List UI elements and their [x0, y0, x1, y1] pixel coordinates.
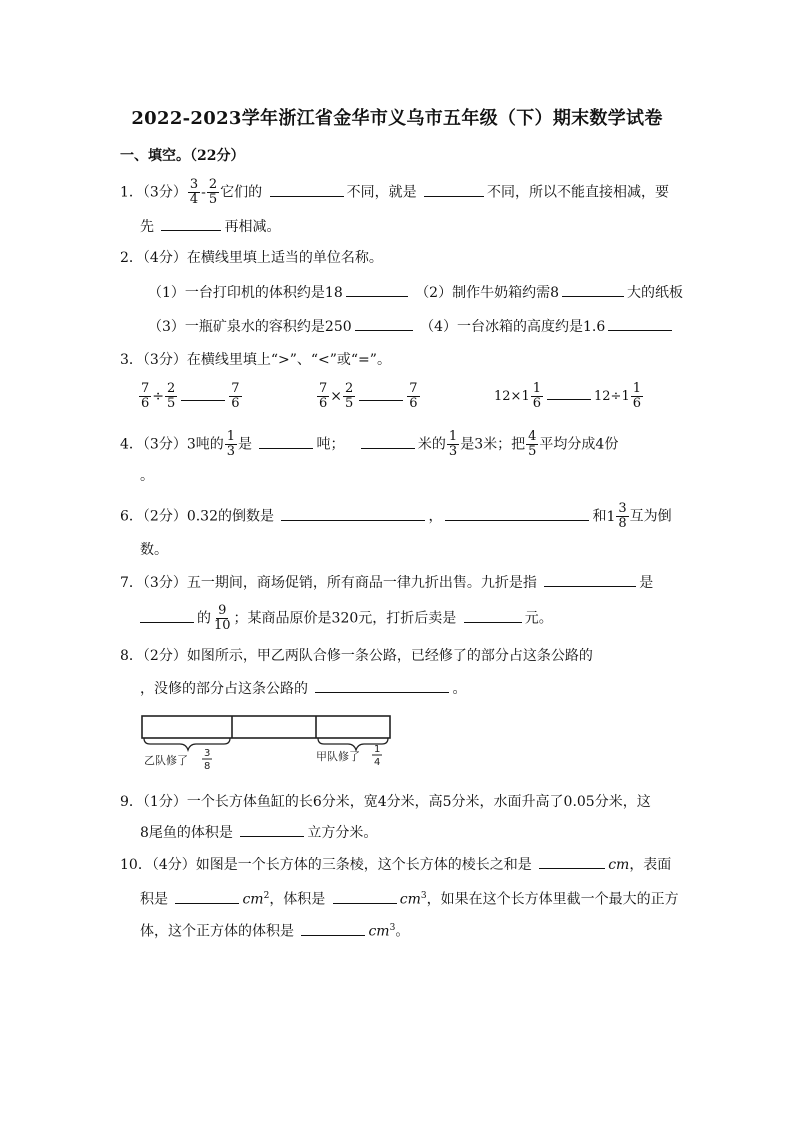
fraction	[139, 382, 151, 411]
answer-blank[interactable]	[445, 506, 589, 521]
denominator: 5	[528, 444, 537, 459]
question-7	[120, 572, 653, 593]
q4-text: 米的	[417, 436, 446, 453]
answer-blank[interactable]	[181, 386, 225, 401]
fraction	[188, 178, 200, 207]
denominator: 5	[208, 192, 218, 207]
question-8: 8．（2分）如图所示，甲乙两队合修一条公路，已经修了的部分占这条公路的	[120, 648, 593, 664]
q7-text: ；某商品原价是320元，打折后卖是	[233, 610, 457, 627]
fraction	[407, 382, 419, 411]
q4-text: 是3米；把	[460, 436, 526, 453]
numerator: 7	[319, 381, 328, 396]
label-yi: 乙队修了	[144, 754, 188, 767]
answer-blank[interactable]	[315, 678, 449, 693]
whole-part: 1	[521, 388, 530, 404]
answer-blank[interactable]	[562, 282, 624, 297]
exponent: 2	[263, 891, 270, 901]
page-title: 2022-2023学年浙江省金华市义乌市五年级（下）期末数学试卷	[131, 108, 663, 129]
denominator: 6	[632, 396, 641, 411]
q6-text: 和	[592, 508, 607, 525]
numerator: 2	[167, 381, 176, 396]
q2-part: （2）制作牛奶箱约需8	[415, 285, 560, 301]
q2-part: （1）一台打印机的体积约是18	[148, 285, 343, 301]
numerator: 7	[409, 381, 418, 396]
q9-text: 立方分米。	[307, 825, 378, 841]
whole-part: 1	[606, 508, 616, 525]
q7-text: 7．（3分）五一期间，商场促销，所有商品一律九折出售。九折是指	[120, 575, 537, 591]
q6-text: 6．（2分）0.32的倒数是	[120, 508, 274, 525]
answer-blank[interactable]	[333, 889, 397, 904]
section-heading: 一、填空。（22分）	[120, 148, 245, 164]
road-diagram	[136, 708, 396, 776]
question-7-cont	[140, 604, 553, 633]
answer-blank[interactable]	[301, 921, 365, 936]
yi-frac-num: 3	[204, 748, 211, 759]
question-8-cont	[140, 678, 466, 699]
q10-text: 体，这个正方体的体积是	[140, 923, 294, 940]
q4-text: 是	[238, 436, 253, 453]
answer-blank[interactable]	[539, 854, 605, 869]
jia-frac-num: 1	[374, 744, 381, 755]
q9-text: 8尾鱼的体积是	[140, 825, 233, 841]
expr-left: 12×	[494, 389, 522, 404]
answer-blank[interactable]	[140, 608, 194, 623]
q4-text: 吨；	[316, 436, 345, 453]
denominator: 6	[319, 396, 328, 411]
answer-blank[interactable]	[361, 434, 415, 449]
answer-blank[interactable]	[259, 434, 313, 449]
numerator: 3	[189, 177, 199, 192]
q4-text: 4．（3分）3吨的	[120, 436, 224, 453]
q7-text: 的	[197, 610, 211, 627]
fraction	[531, 382, 543, 411]
question-4-cont: 。	[140, 468, 154, 484]
mixed-number	[621, 382, 644, 411]
jia-frac-den: 4	[374, 757, 381, 768]
q4-text: 平均分成4份	[539, 436, 619, 453]
q8-text: 。	[452, 681, 467, 697]
numerator: 2	[208, 177, 218, 192]
fraction	[165, 382, 177, 411]
numerator: 1	[632, 381, 641, 396]
fraction	[317, 382, 329, 411]
q8-text: ，没修的部分占这条公路的	[140, 681, 308, 697]
numerator: 2	[345, 381, 354, 396]
unit-cm: cm	[608, 857, 630, 873]
minus-sign: -	[201, 184, 206, 201]
q10-text: 积是	[140, 891, 168, 908]
answer-blank[interactable]	[175, 889, 239, 904]
operator: ×	[330, 388, 343, 405]
numerator: 7	[141, 381, 150, 396]
denominator: 5	[167, 396, 176, 411]
answer-blank[interactable]	[544, 572, 636, 587]
q7-text: 元。	[524, 610, 553, 627]
answer-blank[interactable]	[240, 822, 304, 837]
operator: ÷	[152, 388, 165, 405]
unit-cm: cm	[399, 891, 421, 908]
question-1	[120, 178, 669, 207]
q10-text: 。	[395, 923, 410, 940]
q10-text: ，如果在这个长方体里截一个最大的正方	[426, 891, 679, 908]
fraction	[343, 382, 355, 411]
fraction	[225, 430, 237, 459]
numerator: 1	[532, 381, 541, 396]
question-10-cont	[140, 886, 679, 910]
q3-expr-1	[138, 382, 243, 411]
question-4	[120, 430, 618, 459]
denominator: 6	[532, 396, 541, 411]
numerator: 3	[618, 501, 627, 516]
brace-yi	[144, 738, 230, 750]
question-6-cont: 数。	[140, 542, 168, 558]
numerator: 9	[218, 603, 227, 618]
unit-cm: cm	[368, 923, 390, 940]
fraction	[447, 430, 459, 459]
q3-expr-3	[494, 382, 644, 411]
question-9-cont	[140, 822, 377, 843]
q6-text: ，	[428, 508, 443, 525]
q1-prefix: 1．（3分）	[120, 184, 187, 201]
q1-text: 不同，就是	[346, 184, 417, 201]
answer-blank[interactable]	[464, 608, 522, 623]
question-10-cont2	[140, 918, 409, 942]
q10-text: 10．（4分）如图是一个长方体的三条棱，这个长方体的棱长之和是	[120, 857, 532, 873]
q1-text: 不同，所以不能直接相减，要	[487, 184, 670, 201]
mixed-number	[606, 502, 629, 531]
q1-text: 再相减。	[224, 219, 281, 235]
answer-blank[interactable]	[359, 386, 403, 401]
q1-text: 它们的	[220, 184, 263, 201]
yi-frac-den: 8	[204, 761, 211, 772]
exponent: 3	[420, 891, 427, 901]
answer-blank[interactable]	[424, 182, 484, 197]
numerator: 1	[448, 429, 458, 444]
q2-part: （3）一瓶矿泉水的容积约是250	[148, 319, 352, 335]
q6-text: 互为倒	[629, 508, 672, 525]
denominator: 3	[448, 444, 458, 459]
exponent: 3	[389, 923, 396, 933]
question-2-row2	[148, 316, 675, 337]
expr-right: 12÷	[594, 389, 622, 404]
answer-blank[interactable]	[547, 385, 591, 400]
q10-text: ，体积是	[269, 891, 326, 908]
question-3: 3．（3分）在横线里填上“>”、“<”或“=”。	[120, 352, 391, 368]
whole-part: 1	[621, 388, 630, 404]
answer-blank[interactable]	[608, 316, 672, 331]
answer-blank[interactable]	[270, 182, 344, 197]
question-2: 2．（4分）在横线里填上适当的单位名称。	[120, 250, 383, 266]
denominator: 3	[226, 444, 236, 459]
question-2-row1	[148, 282, 683, 303]
answer-blank[interactable]	[281, 506, 425, 521]
mixed-number	[521, 382, 544, 411]
denominator: 6	[409, 396, 418, 411]
question-10	[120, 854, 671, 875]
question-6	[120, 502, 672, 531]
q1-text: 先	[140, 219, 154, 235]
denominator: 6	[141, 396, 150, 411]
answer-blank[interactable]	[346, 282, 408, 297]
denominator: 4	[189, 192, 199, 207]
numerator: 7	[231, 381, 240, 396]
question-1-cont	[140, 216, 280, 237]
numerator: 1	[226, 429, 236, 444]
road-bar	[142, 716, 390, 738]
question-9: 9．（1分）一个长方体鱼缸的长6分米，宽4分米，高5分米，水面升高了0.05分米，这	[120, 794, 651, 810]
q10-text: ，表面	[629, 857, 672, 873]
fraction	[207, 178, 219, 207]
label-jia: 甲队修了	[316, 750, 360, 763]
fraction	[526, 430, 538, 459]
q7-text: 是	[639, 575, 654, 591]
q2-part: 大的纸板	[627, 285, 684, 301]
q3-expr-2	[316, 382, 421, 411]
denominator: 6	[231, 396, 240, 411]
numerator: 4	[528, 429, 537, 444]
denominator: 10	[214, 618, 231, 633]
denominator: 5	[345, 396, 354, 411]
answer-blank[interactable]	[161, 216, 221, 231]
fraction	[616, 502, 628, 531]
fraction	[212, 604, 233, 633]
q2-part: （4）一台冰箱的高度约是1.6	[420, 319, 606, 335]
denominator: 8	[618, 516, 627, 531]
unit-cm: cm	[242, 891, 264, 908]
answer-blank[interactable]	[355, 316, 413, 331]
fraction	[631, 382, 643, 411]
fraction	[229, 382, 241, 411]
